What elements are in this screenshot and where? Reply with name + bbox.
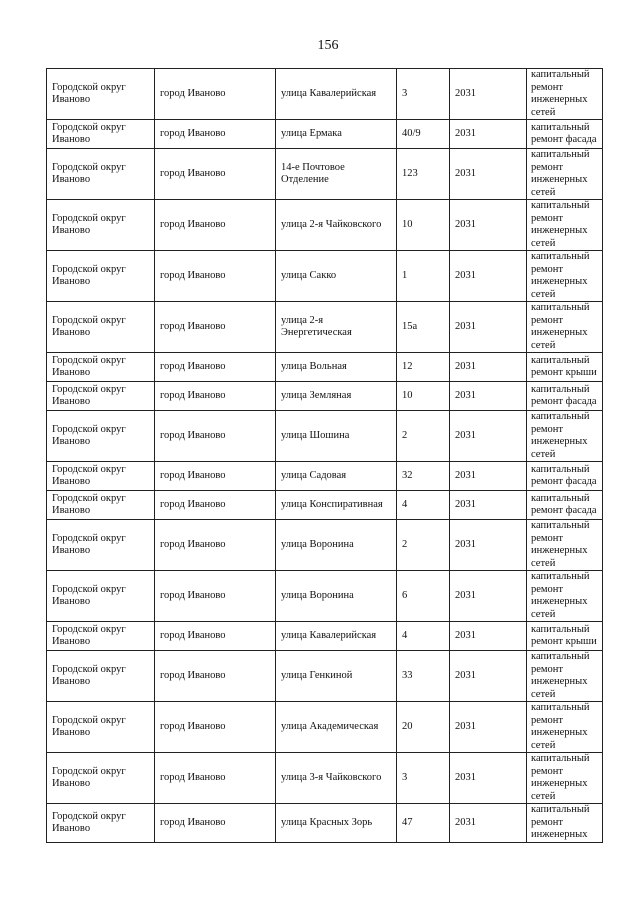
house-cell: 4 — [397, 622, 450, 651]
table-row — [47, 353, 603, 382]
work-type-cell: капитальный ремонт инженерных сетей — [527, 149, 603, 200]
table-row — [47, 302, 603, 353]
city-cell: город Иваново — [155, 411, 276, 462]
work-type-cell: капитальный ремонт фасада — [527, 120, 603, 149]
year-cell: 2031 — [450, 382, 527, 411]
house-cell: 4 — [397, 491, 450, 520]
table-row — [47, 571, 603, 622]
city-cell: город Иваново — [155, 571, 276, 622]
table-row — [47, 120, 603, 149]
city-cell: город Иваново — [155, 462, 276, 491]
work-type-cell: капитальный ремонт крыши — [527, 353, 603, 382]
work-type-cell: капитальный ремонт инженерных сетей — [527, 302, 603, 353]
year-cell: 2031 — [450, 622, 527, 651]
district-cell: Городской округ Иваново — [47, 251, 155, 302]
district-cell: Городской округ Иваново — [47, 382, 155, 411]
city-cell: город Иваново — [155, 200, 276, 251]
table-row — [47, 491, 603, 520]
district-cell: Городской округ Иваново — [47, 353, 155, 382]
house-cell: 10 — [397, 200, 450, 251]
table-row — [47, 382, 603, 411]
district-cell: Городской округ Иваново — [47, 200, 155, 251]
year-cell: 2031 — [450, 411, 527, 462]
work-type-cell: капитальный ремонт инженерных сетей — [527, 520, 603, 571]
year-cell: 2031 — [450, 702, 527, 753]
registry-table — [46, 68, 603, 843]
district-cell: Городской округ Иваново — [47, 804, 155, 843]
house-cell: 1 — [397, 251, 450, 302]
house-cell: 10 — [397, 382, 450, 411]
city-cell: город Иваново — [155, 149, 276, 200]
work-type-cell: капитальный ремонт инженерных сетей — [527, 200, 603, 251]
street-cell: улица Конспиративная — [276, 491, 397, 520]
work-type-cell: капитальный ремонт инженерных — [527, 804, 603, 843]
work-type-cell: капитальный ремонт фасада — [527, 491, 603, 520]
table-row — [47, 804, 603, 843]
street-cell: улица Кавалерийская — [276, 622, 397, 651]
house-cell: 32 — [397, 462, 450, 491]
house-cell: 15а — [397, 302, 450, 353]
work-type-cell: капитальный ремонт инженерных сетей — [527, 69, 603, 120]
district-cell: Городской округ Иваново — [47, 411, 155, 462]
house-cell: 123 — [397, 149, 450, 200]
city-cell: город Иваново — [155, 804, 276, 843]
house-cell: 20 — [397, 702, 450, 753]
city-cell: город Иваново — [155, 651, 276, 702]
street-cell: улица 2-я Энергетическая — [276, 302, 397, 353]
table-row — [47, 251, 603, 302]
city-cell: город Иваново — [155, 69, 276, 120]
year-cell: 2031 — [450, 651, 527, 702]
district-cell: Городской округ Иваново — [47, 491, 155, 520]
work-type-cell: капитальный ремонт инженерных сетей — [527, 411, 603, 462]
work-type-cell: капитальный ремонт инженерных сетей — [527, 251, 603, 302]
year-cell: 2031 — [450, 302, 527, 353]
city-cell: город Иваново — [155, 251, 276, 302]
city-cell: город Иваново — [155, 753, 276, 804]
house-cell: 40/9 — [397, 120, 450, 149]
district-cell: Городской округ Иваново — [47, 462, 155, 491]
table-row — [47, 702, 603, 753]
city-cell: город Иваново — [155, 520, 276, 571]
city-cell: город Иваново — [155, 622, 276, 651]
city-cell: город Иваново — [155, 302, 276, 353]
street-cell: улица 3-я Чайковского — [276, 753, 397, 804]
house-cell: 2 — [397, 520, 450, 571]
street-cell: улица Генкиной — [276, 651, 397, 702]
city-cell: город Иваново — [155, 702, 276, 753]
year-cell: 2031 — [450, 520, 527, 571]
table-row — [47, 411, 603, 462]
work-type-cell: капитальный ремонт инженерных сетей — [527, 571, 603, 622]
work-type-cell: капитальный ремонт инженерных сетей — [527, 753, 603, 804]
work-type-cell: капитальный ремонт крыши — [527, 622, 603, 651]
house-cell: 12 — [397, 353, 450, 382]
table-row — [47, 622, 603, 651]
work-type-cell: капитальный ремонт инженерных сетей — [527, 651, 603, 702]
district-cell: Городской округ Иваново — [47, 753, 155, 804]
street-cell: улица Земляная — [276, 382, 397, 411]
work-type-cell: капитальный ремонт фасада — [527, 382, 603, 411]
page-number: 156 — [317, 38, 339, 53]
year-cell: 2031 — [450, 120, 527, 149]
street-cell: улица Воронина — [276, 571, 397, 622]
district-cell: Городской округ Иваново — [47, 702, 155, 753]
street-cell: улица Шошина — [276, 411, 397, 462]
house-cell: 2 — [397, 411, 450, 462]
house-cell: 3 — [397, 753, 450, 804]
work-type-cell: капитальный ремонт фасада — [527, 462, 603, 491]
street-cell: улица Красных Зорь — [276, 804, 397, 843]
street-cell: 14-е Почтовое Отделение — [276, 149, 397, 200]
district-cell: Городской округ Иваново — [47, 571, 155, 622]
table-row — [47, 149, 603, 200]
table-row — [47, 520, 603, 571]
year-cell: 2031 — [450, 149, 527, 200]
street-cell: улица Садовая — [276, 462, 397, 491]
table-row — [47, 462, 603, 491]
city-cell: город Иваново — [155, 353, 276, 382]
house-cell: 47 — [397, 804, 450, 843]
street-cell: улица Кавалерийская — [276, 69, 397, 120]
year-cell: 2031 — [450, 353, 527, 382]
table-row — [47, 69, 603, 120]
street-cell: улица Ермака — [276, 120, 397, 149]
street-cell: улица Вольная — [276, 353, 397, 382]
district-cell: Городской округ Иваново — [47, 69, 155, 120]
year-cell: 2031 — [450, 200, 527, 251]
street-cell: улица Сакко — [276, 251, 397, 302]
year-cell: 2031 — [450, 462, 527, 491]
house-cell: 33 — [397, 651, 450, 702]
district-cell: Городской округ Иваново — [47, 622, 155, 651]
work-type-cell: капитальный ремонт инженерных сетей — [527, 702, 603, 753]
year-cell: 2031 — [450, 804, 527, 843]
table-row — [47, 200, 603, 251]
city-cell: город Иваново — [155, 120, 276, 149]
year-cell: 2031 — [450, 491, 527, 520]
year-cell: 2031 — [450, 69, 527, 120]
year-cell: 2031 — [450, 753, 527, 804]
street-cell: улица Воронина — [276, 520, 397, 571]
district-cell: Городской округ Иваново — [47, 520, 155, 571]
house-cell: 6 — [397, 571, 450, 622]
year-cell: 2031 — [450, 251, 527, 302]
district-cell: Городской округ Иваново — [47, 651, 155, 702]
house-cell: 3 — [397, 69, 450, 120]
district-cell: Городской округ Иваново — [47, 149, 155, 200]
year-cell: 2031 — [450, 571, 527, 622]
street-cell: улица Академическая — [276, 702, 397, 753]
street-cell: улица 2-я Чайковского — [276, 200, 397, 251]
district-cell: Городской округ Иваново — [47, 302, 155, 353]
district-cell: Городской округ Иваново — [47, 120, 155, 149]
city-cell: город Иваново — [155, 491, 276, 520]
city-cell: город Иваново — [155, 382, 276, 411]
table-row — [47, 651, 603, 702]
table-row — [47, 753, 603, 804]
